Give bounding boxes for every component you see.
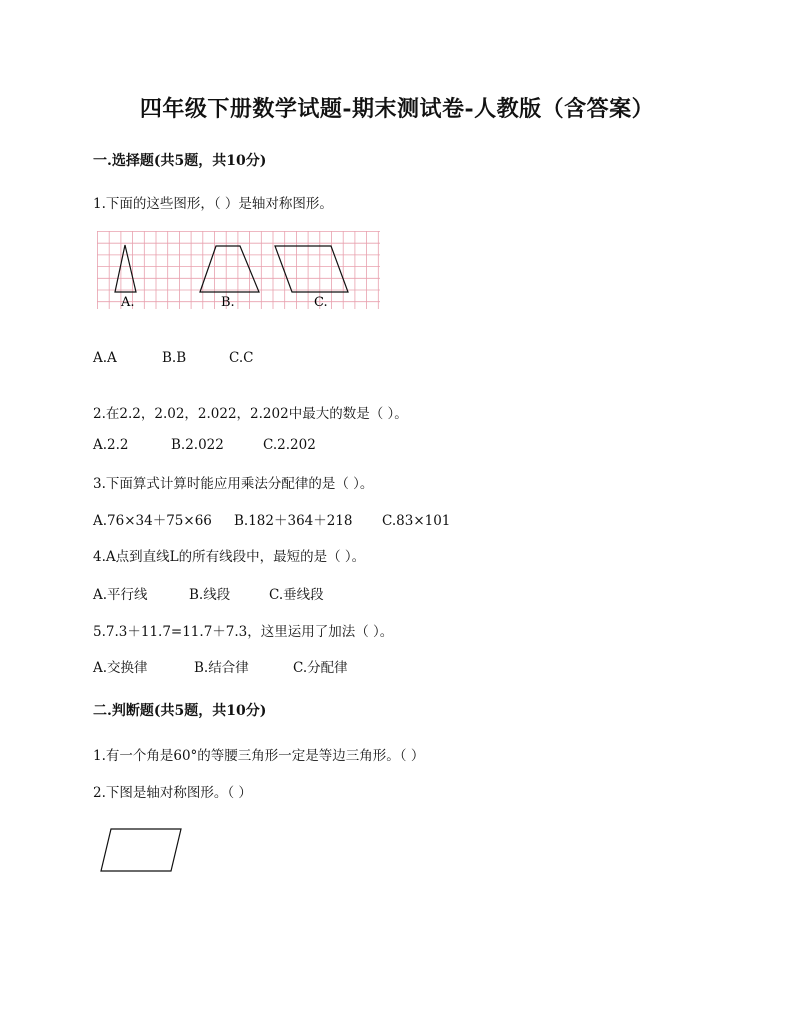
figure-label-a: A. xyxy=(121,295,135,309)
figure-label-b: B. xyxy=(221,295,235,309)
grid-figure-shapes xyxy=(97,231,380,309)
option-b[interactable]: B.线段 xyxy=(189,587,231,603)
option-c[interactable]: C.83×101 xyxy=(382,513,451,529)
options-1-5 xyxy=(93,656,348,676)
question-1-5: 5.7.3＋11.7=11.7＋7.3，这里运用了加法（ ）。 xyxy=(93,624,394,640)
option-a[interactable]: A.平行线 xyxy=(93,587,148,603)
option-a[interactable]: A.2.2 xyxy=(93,437,129,453)
shape-trapezoid xyxy=(200,246,259,292)
parallelogram-figure xyxy=(98,826,184,874)
option-b[interactable]: B.182＋364＋218 xyxy=(234,513,353,529)
option-a[interactable]: A.交换律 xyxy=(93,660,148,676)
section-heading-judge: 二.判断题(共5题，共10分) xyxy=(93,703,267,719)
question-1-1: 1.下面的这些图形，（ ）是轴对称图形。 xyxy=(93,196,333,212)
section-heading-choice: 一.选择题(共5题，共10分) xyxy=(93,153,267,169)
option-a[interactable]: A.76×34＋75×66 xyxy=(93,513,212,529)
question-1-4: 4.A点到直线L的所有线段中，最短的是（ ）。 xyxy=(93,549,366,565)
question-1-2: 2.在2.2，2.02，2.022，2.202中最大的数是（ ）。 xyxy=(93,406,408,422)
question-2-2: 2.下图是轴对称图形。（ ） xyxy=(93,785,252,801)
page-title: 四年级下册数学试题-期末测试卷-人教版（含答案） xyxy=(139,96,655,122)
options-1-1 xyxy=(93,350,253,366)
shape-parallelogram xyxy=(275,246,348,292)
options-1-2 xyxy=(93,437,316,453)
option-c[interactable]: C.垂线段 xyxy=(269,587,324,603)
figure-label-c: C. xyxy=(314,295,328,309)
option-c[interactable]: C.分配律 xyxy=(293,660,348,676)
option-b[interactable]: B.2.022 xyxy=(171,437,224,453)
question-2-1: 1.有一个角是60°的等腰三角形一定是等边三角形。（ ） xyxy=(93,748,425,764)
options-1-3 xyxy=(93,509,450,529)
option-a[interactable]: A.A xyxy=(93,350,117,366)
option-c[interactable]: C.2.202 xyxy=(263,437,316,453)
option-c[interactable]: C.C xyxy=(229,350,254,366)
question-1-3: 3.下面算式计算时能应用乘法分配律的是（ ）。 xyxy=(93,476,374,492)
options-1-4 xyxy=(93,583,324,603)
option-b[interactable]: B.B xyxy=(162,350,187,366)
option-b[interactable]: B.结合律 xyxy=(194,660,249,676)
